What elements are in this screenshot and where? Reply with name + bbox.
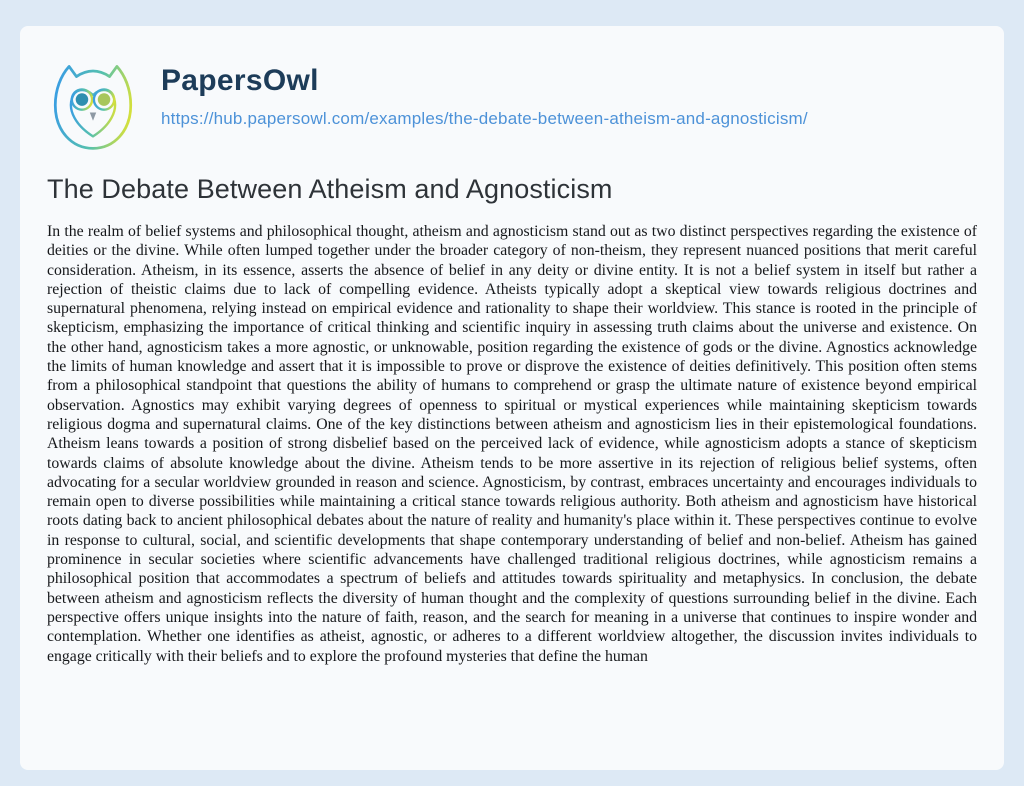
brand-title: PapersOwl xyxy=(161,64,319,97)
document-panel xyxy=(20,26,1004,770)
article-title: The Debate Between Atheism and Agnosticism xyxy=(47,174,613,204)
article-body-text: In the realm of belief systems and philosophical thought, atheism and agnosticism stand out as two distinct perspectives regarding the existence of deities or the divine. While often lumped together under the broader category of non-theism, they represent nuanced positions that merit careful consideration. Atheism, in its essence, asserts the absence of belief in any deity or divine entity. It is not a belief system in itself but rather a rejection of theistic claims due to lack of compelling evidence. Atheists typically adopt a skeptical view towards religious doctrines and supernatural phenomena, relying instead on empirical evidence and rationality to shape their worldview. This stance is rooted in the principle of skepticism, emphasizing the importance of critical thinking and scientific inquiry in assessing truth claims about the universe and existence. On the other hand, agnosticism takes a more agnostic, or unknowable, position regarding the existence of gods or the divine. Agnostics acknowledge the limits of human knowledge and assert that it is impossible to prove or disprove the existence of deities definitively. This position often stems from a philosophical standpoint that questions the ability of humans to comprehend or grasp the ultimate nature of existence beyond empirical observation. Agnostics may exhibit varying degrees of openness to spiritual or mystical experiences while maintaining skepticism towards religious dogma and supernatural claims. One of the key distinctions between atheism and agnosticism lies in their epistemological foundations. Atheism leans towards a position of strong disbelief based on the perceived lack of evidence, while agnosticism adopts a stance of skepticism towards claims of absolute knowledge about the divine. Atheism tends to be more assertive in its rejection of religious belief systems, often advocating for a secular worldview grounded in reason and science. Agnosticism, by contrast, embraces uncertainty and encourages individuals to remain open to diverse possibilities while maintaining a critical stance towards religious authority. Both atheism and agnosticism have historical roots dating back to ancient philosophical debates about the nature of reality and humanity's place within it. These perspectives continue to evolve in response to cultural, social, and scientific developments that shape contemporary understanding of belief and non-belief. Atheism has gained prominence in secular societies where scientific advancements have challenged traditional religious doctrines, while agnosticism remains a philosophical position that accommodates a spectrum of beliefs and attitudes towards spirituality and metaphysics. In conclusion, the debate between atheism and agnosticism reflects the diversity of human thought and the complexity of questions surrounding belief in the divine. Each perspective offers unique insights into the nature of faith, reason, and the search for meaning in a universe that continues to inspire wonder and contemplation. Whether one identifies as atheist, agnostic, or adheres to a different worldview altogether, the discussion invites individuals to engage critically with their beliefs and to explore the profound mysteries that define the human xyxy=(47,223,977,665)
papersowl-logo xyxy=(47,55,139,157)
brand-block xyxy=(161,55,808,129)
article-url-link[interactable]: https://hub.papersowl.com/examples/the-debate-between-atheism-and-agnosticism/ xyxy=(161,109,808,128)
owl-logo-icon xyxy=(47,55,139,157)
document-header xyxy=(47,55,977,157)
